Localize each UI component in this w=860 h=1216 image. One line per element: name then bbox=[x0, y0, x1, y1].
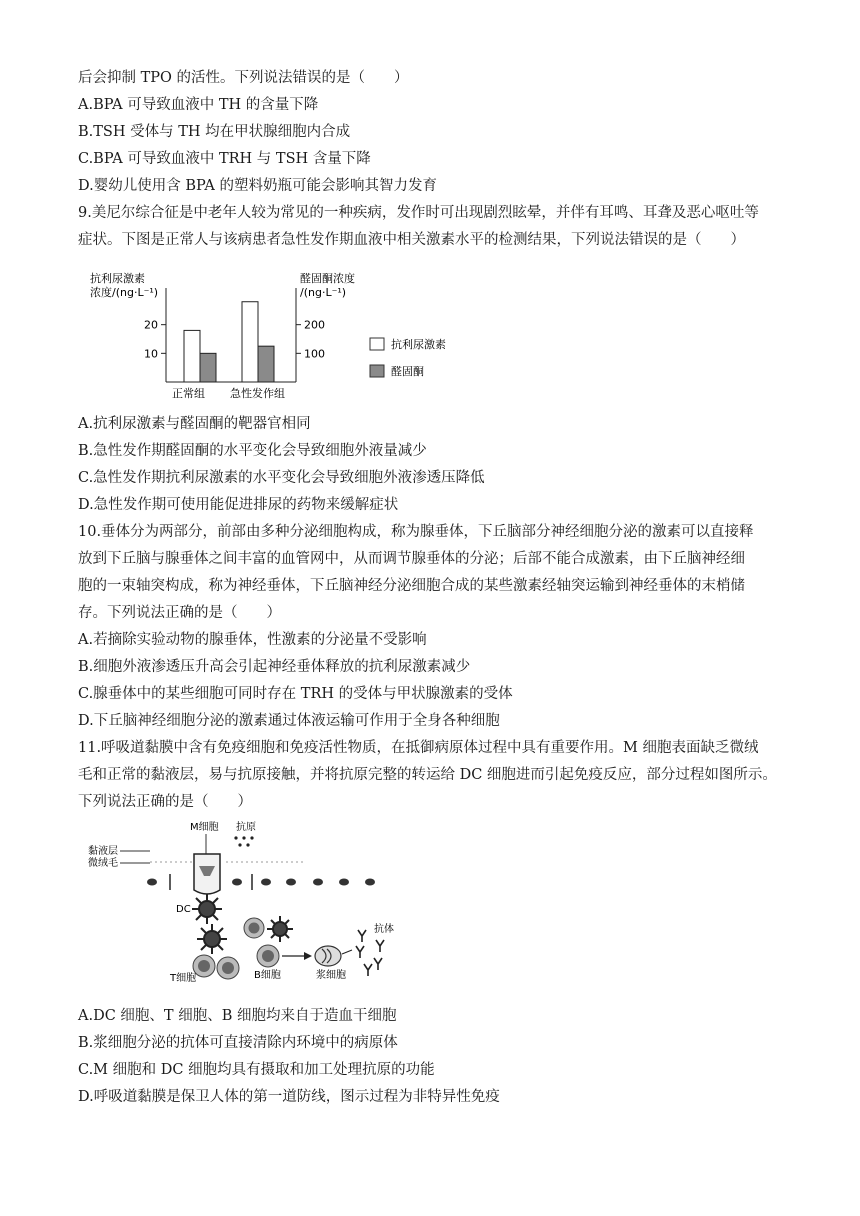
immune-diagram-svg bbox=[86, 818, 398, 1000]
bar-adh-normal bbox=[184, 330, 200, 382]
dc-cell-icon bbox=[192, 894, 222, 924]
q9-option-a: A.抗利尿激素与醛固酮的靶器官相同 bbox=[78, 416, 311, 432]
antigen-particles bbox=[234, 836, 253, 846]
t-cell-label: T细胞 bbox=[170, 973, 197, 984]
q10-option-d: D.下丘脑神经细胞分泌的激素通过体液运输可作用于全身各种细胞 bbox=[78, 713, 500, 729]
q10-stem-line2: 放到下丘脑与腺垂体之间丰富的血管网中，从而调节腺垂体的分泌；后部不能合成激素，由下丘脑神经细 bbox=[78, 551, 745, 567]
q8-option-d: D.婴幼儿使用含 BPA 的塑料奶瓶可能会影响其智力发育 bbox=[78, 178, 437, 194]
category-label-normal: 正常组 bbox=[172, 387, 205, 400]
legend-swatch-aldosterone bbox=[370, 365, 384, 377]
microvilli-label: 微绒毛 bbox=[88, 858, 118, 869]
hormone-chart-svg bbox=[88, 266, 468, 406]
left-tick-label-0: 10 bbox=[144, 347, 158, 361]
question-8-stem-end: 后会抑制 TPO 的活性。下列说法错误的是（ ） bbox=[78, 70, 409, 86]
q10-option-a: A.若摘除实验动物的腺垂体，性激素的分泌量不受影响 bbox=[78, 632, 427, 648]
q9-stem-line2: 症状。下图是正常人与该病患者急性发作期血液中相关激素水平的检测结果，下列说法错误的是（ ） bbox=[78, 232, 745, 248]
b-cell-dc-icon bbox=[267, 916, 293, 942]
mucus-layer-label: 黏液层 bbox=[88, 846, 118, 857]
t-cells-icon bbox=[193, 955, 239, 979]
legend-swatch-adh bbox=[370, 338, 384, 350]
q8-option-c: C.BPA 可导致血液中 TRH 与 TSH 含量下降 bbox=[78, 151, 371, 167]
q11-option-d: D.呼吸道黏膜是保卫人体的第一道防线，图示过程为非特异性免疫 bbox=[78, 1089, 500, 1105]
plasma-cell-label: 浆细胞 bbox=[316, 970, 346, 981]
left-axis-label-2: 浓度/(ng·L⁻¹) bbox=[90, 286, 159, 299]
q9-option-d: D.急性发作期可使用能促进排尿的药物来缓解症状 bbox=[78, 497, 399, 513]
right-axis-label-2: /(ng·L⁻¹) bbox=[300, 286, 347, 299]
hormone-bar-chart bbox=[88, 266, 468, 406]
q9-stem-line1: 9.美尼尔综合征是中老年人较为常见的一种疾病，发作时可出现剧烈眩晕，并伴有耳鸣、耳聋及恶心呕吐等 bbox=[78, 205, 759, 221]
antibody-label: 抗体 bbox=[374, 924, 394, 935]
q11-option-b: B.浆细胞分泌的抗体可直接清除内环境中的病原体 bbox=[78, 1035, 398, 1051]
mucosa-immune-diagram bbox=[86, 818, 398, 1000]
plasma-cell-icon bbox=[315, 946, 341, 966]
left-axis-label-1: 抗利尿激素 bbox=[90, 272, 145, 285]
q11-stem-line1: 11.呼吸道黏膜中含有免疫细胞和免疫活性物质，在抵御病原体过程中具有重要作用。M 细胞表面缺乏微绒 bbox=[78, 740, 759, 756]
q10-stem-line4: 存。下列说法正确的是（ ） bbox=[78, 605, 281, 621]
antibody-icons bbox=[356, 930, 384, 976]
q11-option-c: C.M 细胞和 DC 细胞均具有摄取和加工处理抗原的功能 bbox=[78, 1062, 435, 1078]
q9-option-c: C.急性发作期抗利尿激素的水平变化会导致细胞外液渗透压降低 bbox=[78, 470, 485, 486]
dc-label: DC bbox=[176, 904, 191, 915]
q9-option-b: B.急性发作期醛固酮的水平变化会导致细胞外液量减少 bbox=[78, 443, 427, 459]
bar-aldosterone-normal bbox=[200, 353, 216, 382]
arrow-head-b-to-plasma bbox=[304, 952, 312, 960]
q10-option-c: C.腺垂体中的某些细胞可同时存在 TRH 的受体与甲状腺激素的受体 bbox=[78, 686, 513, 702]
q11-stem-line3: 下列说法正确的是（ ） bbox=[78, 794, 252, 810]
legend-label-adh: 抗利尿激素 bbox=[391, 338, 446, 351]
legend-label-aldosterone: 醛固酮 bbox=[391, 365, 424, 378]
left-tick-label-1: 20 bbox=[144, 318, 158, 332]
q11-stem-line2: 毛和正常的黏液层，易与抗原接触，并将抗原完整的转运给 DC 细胞进而引起免疫反应，部分过程如图所示。 bbox=[78, 767, 777, 783]
dc-cell-icon-2 bbox=[197, 924, 227, 954]
q10-option-b: B.细胞外液渗透压升高会引起神经垂体释放的抗利尿激素减少 bbox=[78, 659, 471, 675]
q10-stem-line3: 胞的一束轴突构成，称为神经垂体，下丘脑神经分泌细胞合成的某些激素经轴突运输到神经垂体的末梢储 bbox=[78, 578, 745, 594]
bar-aldosterone-acute bbox=[258, 346, 274, 382]
q8-option-b: B.TSH 受体与 TH 均在甲状腺细胞内合成 bbox=[78, 124, 351, 140]
right-tick-label-0: 100 bbox=[304, 347, 325, 361]
q8-option-a: A.BPA 可导致血液中 TH 的含量下降 bbox=[78, 97, 319, 113]
bar-adh-acute bbox=[242, 302, 258, 382]
right-tick-label-1: 200 bbox=[304, 318, 325, 332]
epithelium-nuclei bbox=[147, 874, 375, 890]
category-label-acute: 急性发作组 bbox=[230, 387, 285, 400]
b-cell-label: B细胞 bbox=[254, 970, 281, 981]
q11-option-a: A.DC 细胞、T 细胞、B 细胞均来自于造血干细胞 bbox=[78, 1008, 397, 1024]
q10-stem-line1: 10.垂体分为两部分，前部由多种分泌细胞构成，称为腺垂体，下丘脑部分神经细胞分泌的激素可以直接释 bbox=[78, 524, 754, 540]
antigen-label: 抗原 bbox=[236, 822, 256, 833]
arrow-plasma-to-antibody bbox=[342, 950, 352, 954]
m-cell-label: M细胞 bbox=[190, 822, 219, 833]
right-axis-label-1: 醛固酮浓度 bbox=[300, 272, 355, 285]
